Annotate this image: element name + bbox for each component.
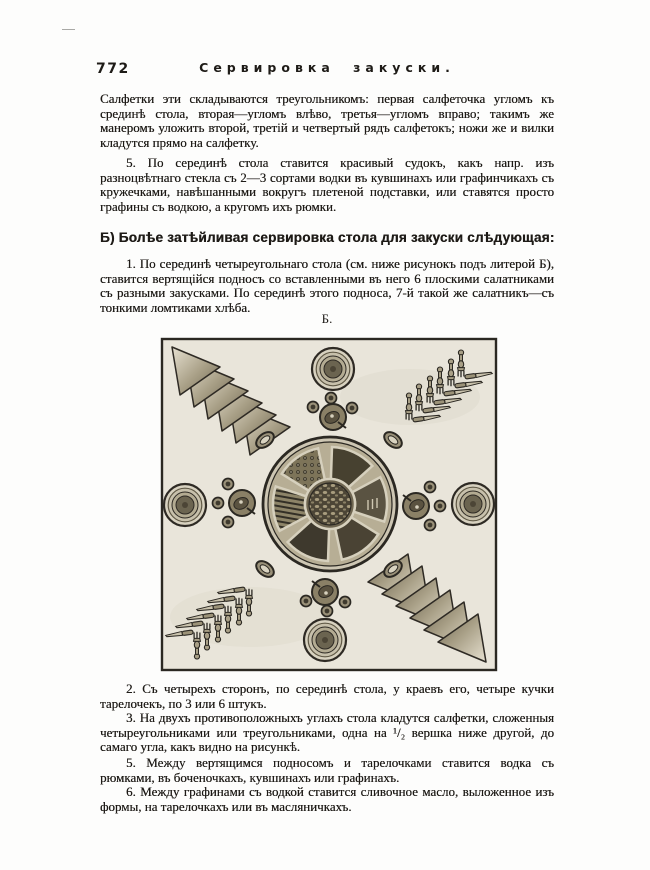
paragraph-item-6-butter: 6. Между графинами съ водкой ставится сливочное масло, выложенное изъ формы, на тарелочкахъ или въ масляничкахъ. [100, 784, 554, 814]
paragraph-item-3-napkins: 3. На двухъ противоположныхъ углахъ стола кладутся салфетки, сложенныя четыреугольниками или треугольниками, одна на ¹/₂ вершка ниже другой, до самаго угла, какъ видно на рисункѣ. [100, 710, 554, 755]
paragraph-item-5-vodka: 5. Между вертящимся подносомъ и тарелочками ставится водка съ рюмками, въ боченочкахъ, кувшинахъ или графинахъ. [100, 755, 554, 785]
figure-label: Б. [321, 311, 333, 326]
paragraph-item-5-centerpiece: 5. По серединѣ стола ставится красивый судокъ, какъ напр. изъ разноцвѣтнаго стекла съ 2—3 сортами водки въ кувшинахъ или графинчикахъ съ кружечками, навѣшанными вокругъ плетеной подставки, или ставятся просто графины съ водкою, а кругомъ ихъ рюмки. [100, 155, 554, 215]
section-b-heading: Б) Болѣе затѣйливая сервировка стола для закуски слѣдующая: [100, 230, 555, 245]
page-header [96, 60, 554, 78]
table-setting-engraving [160, 337, 498, 672]
engraving-svg [160, 337, 498, 672]
paragraph-napkin-folding: Салфетки эти складываются треугольникомъ: первая салфеточка угломъ къ срединѣ стола, вторая—угломъ влѣво, третья—угломъ вправо; такимъ же манеромъ уложить второй, третій и четвертый рядъ салфетокъ; ножи же и вилки кладутся прямо на салфетку. [100, 91, 554, 151]
scan-artifact-dash [62, 29, 75, 30]
page-number: 772 [96, 61, 130, 77]
running-header: Сервировка закуски. [199, 60, 455, 75]
paragraph-item-1-rotating-tray: 1. По серединѣ четыреугольнаго стола (см. ниже рисунокъ подъ литерой Б), ставится вертящійся подносъ со вставленными въ него 6 плоскими салатниками съ разными закусками. По серединѣ этого подноса, 7-й такой же салатникъ—съ тонкими ломтиками хлѣба. [100, 256, 554, 316]
paragraph-item-2-plates: 2. Съ четырехъ сторонъ, по серединѣ стола, у краевъ его, четыре кучки тарелочекъ, по 3 или 6 штукъ. [100, 681, 554, 711]
central-rotating-tray [263, 437, 397, 571]
